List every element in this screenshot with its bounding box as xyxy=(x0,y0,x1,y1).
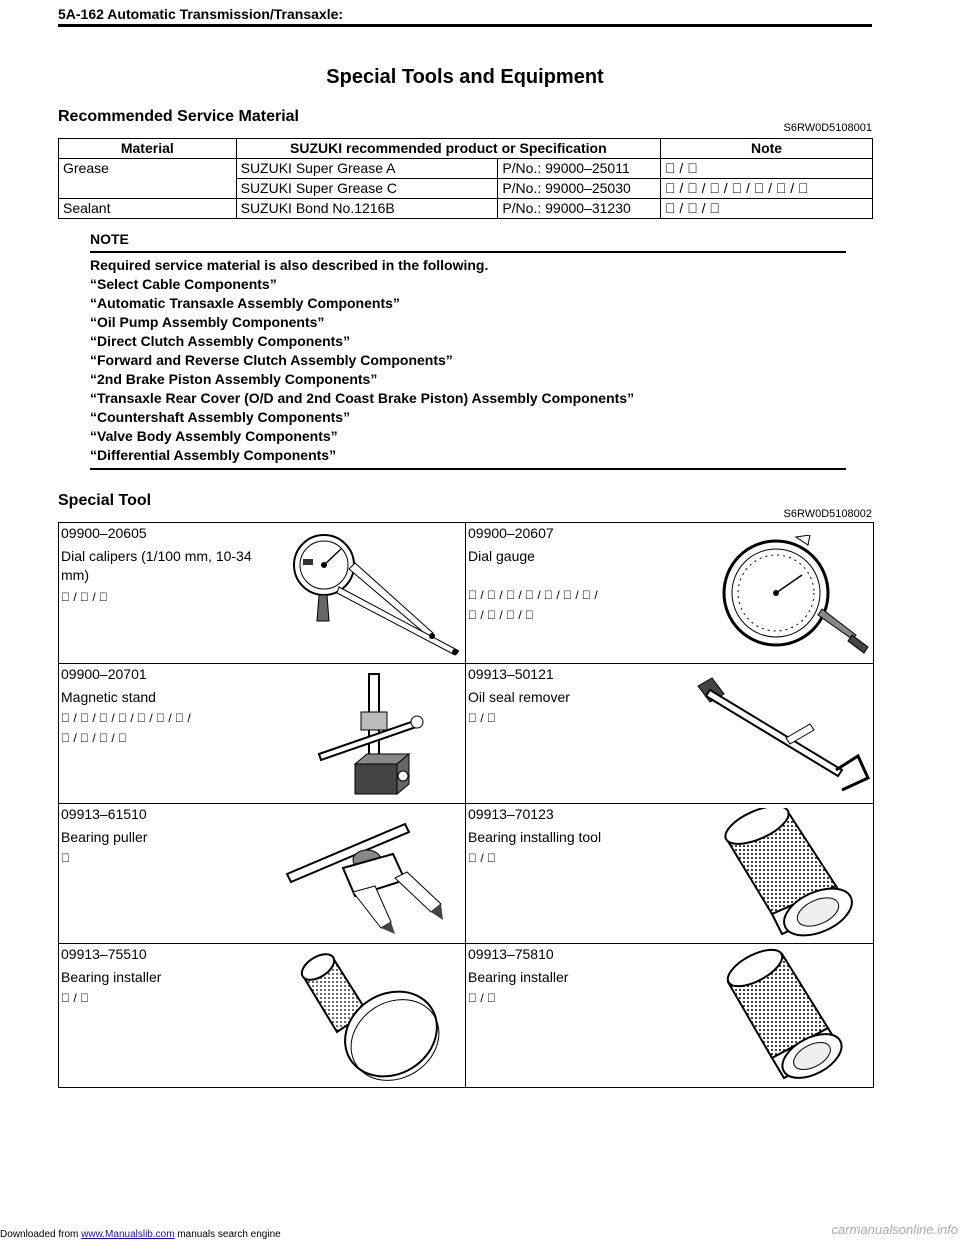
footer-prefix: Downloaded from xyxy=(0,1229,82,1240)
note-line: “Automatic Transaxle Assembly Components” xyxy=(90,295,400,311)
tool-cell-magnetic-stand xyxy=(59,664,465,803)
service-material-code: S6RW0D5108001 xyxy=(783,122,872,134)
dial-gauge-illustration-icon xyxy=(706,535,871,659)
tool-name: Magnetic stand xyxy=(61,689,156,705)
cell-product: SUZUKI Super Grease C xyxy=(236,179,498,199)
cell-note: / / xyxy=(661,199,873,219)
tool-refs: / xyxy=(468,851,472,865)
special-tool-code: S6RW0D5108002 xyxy=(783,508,872,520)
tool-refs xyxy=(61,848,271,868)
tool-name: Bearing puller xyxy=(61,829,148,845)
service-material-heading: Recommended Service Material xyxy=(58,108,299,125)
tool-name: Bearing installing tool xyxy=(468,829,602,845)
cell-material: Sealant xyxy=(59,199,237,219)
note-line: “Direct Clutch Assembly Components” xyxy=(90,333,351,349)
tool-cell-bearing-installer-2 xyxy=(466,944,873,1087)
tool-cell-bearing-installer-1 xyxy=(59,944,465,1087)
note-line: “Countershaft Assembly Components” xyxy=(90,409,351,425)
note-bottom-rule xyxy=(90,468,846,470)
tool-part-number: 09900–20605 xyxy=(61,525,147,541)
bearing-puller-illustration-icon xyxy=(283,810,461,940)
tool-refs: / / / / / / / xyxy=(468,588,512,602)
tool-refs: / xyxy=(61,991,65,1005)
col-product: SUZUKI recommended product or Specification xyxy=(236,139,660,159)
tool-part-number: 09913–75510 xyxy=(61,946,147,962)
bearing-installing-tool-illustration-icon xyxy=(706,808,866,940)
tool-refs: / / / xyxy=(468,608,485,622)
cell-note: / xyxy=(661,159,873,179)
tool-cell-bearing-installing-tool xyxy=(466,804,873,943)
note-line: “Valve Body Assembly Components” xyxy=(90,428,338,444)
oil-seal-remover-illustration-icon xyxy=(692,674,872,798)
manualslib-link[interactable]: www.Manualslib.com xyxy=(81,1229,175,1240)
tool-refs: / xyxy=(468,711,472,725)
col-material: Material xyxy=(59,139,237,159)
table-row xyxy=(59,199,873,219)
bearing-installer-illustration-icon xyxy=(295,948,455,1082)
table-row xyxy=(59,159,873,179)
cell-pn: P/No.: 99000–25030 xyxy=(498,179,661,199)
note-line: “Forward and Reverse Clutch Assembly Components” xyxy=(90,352,453,368)
tool-cell-oil-seal-remover xyxy=(466,664,873,803)
tool-part-number: 09913–70123 xyxy=(468,806,554,822)
footer-suffix: manuals search engine xyxy=(174,1229,281,1240)
note-line: “Transaxle Rear Cover (O/D and 2nd Coast Brake Piston) Assembly Components” xyxy=(90,390,635,406)
tool-name: Oil seal remover xyxy=(468,689,570,705)
watermark: carmanualsonline.info xyxy=(831,1222,958,1237)
note-line: “Differential Assembly Components” xyxy=(90,447,337,463)
service-material-table xyxy=(58,138,873,219)
cell-pn: P/No.: 99000–25011 xyxy=(498,159,661,179)
col-note: Note xyxy=(661,139,873,159)
special-tool-grid xyxy=(58,522,874,1088)
page-header: 5A-162 Automatic Transmission/Transaxle: xyxy=(58,6,344,22)
dial-calipers-illustration-icon xyxy=(289,529,459,657)
tool-part-number: 09913–61510 xyxy=(61,806,147,822)
note-line: “Select Cable Components” xyxy=(90,276,277,292)
bearing-installer-illustration-icon xyxy=(706,948,866,1082)
tool-cell-bearing-puller xyxy=(59,804,465,943)
note-line: Required service material is also described in the following. xyxy=(90,257,489,273)
note-line: “2nd Brake Piston Assembly Components” xyxy=(90,371,378,387)
note-label: NOTE xyxy=(90,231,129,247)
cell-product: SUZUKI Bond No.1216B xyxy=(236,199,498,219)
tool-cell-dial-calipers xyxy=(59,523,465,663)
tool-refs: / / xyxy=(61,590,72,604)
note-line: “Oil Pump Assembly Components” xyxy=(90,314,325,330)
note-box xyxy=(90,228,845,250)
tool-cell-dial-gauge xyxy=(466,523,873,663)
tool-name: Dial gauge xyxy=(468,548,535,564)
tool-refs: / / / xyxy=(61,731,78,745)
tool-refs: / / / / / / / xyxy=(61,711,105,725)
header-rule xyxy=(58,24,872,27)
tool-refs: / xyxy=(468,991,472,1005)
table-header-row xyxy=(59,139,873,159)
tool-name: Bearing installer xyxy=(468,969,569,985)
tool-part-number: 09913–50121 xyxy=(468,666,554,682)
tool-part-number: 09913–75810 xyxy=(468,946,554,962)
cell-material: Grease xyxy=(59,159,237,199)
tool-name: Bearing installer xyxy=(61,969,162,985)
cell-product: SUZUKI Super Grease A xyxy=(236,159,498,179)
page-title: Special Tools and Equipment xyxy=(326,66,604,88)
magnetic-stand-illustration-icon xyxy=(305,668,455,800)
tool-name: Dial calipers (1/100 mm, 10-34 mm) xyxy=(61,548,252,583)
note-top-rule xyxy=(90,251,846,253)
tool-part-number: 09900–20701 xyxy=(61,666,147,682)
special-tool-heading: Special Tool xyxy=(58,492,152,509)
footer xyxy=(0,1229,281,1240)
cell-pn: P/No.: 99000–31230 xyxy=(498,199,661,219)
cell-note: / / / / / / xyxy=(661,179,873,199)
tool-part-number: 09900–20607 xyxy=(468,525,554,541)
note-body xyxy=(90,256,845,465)
